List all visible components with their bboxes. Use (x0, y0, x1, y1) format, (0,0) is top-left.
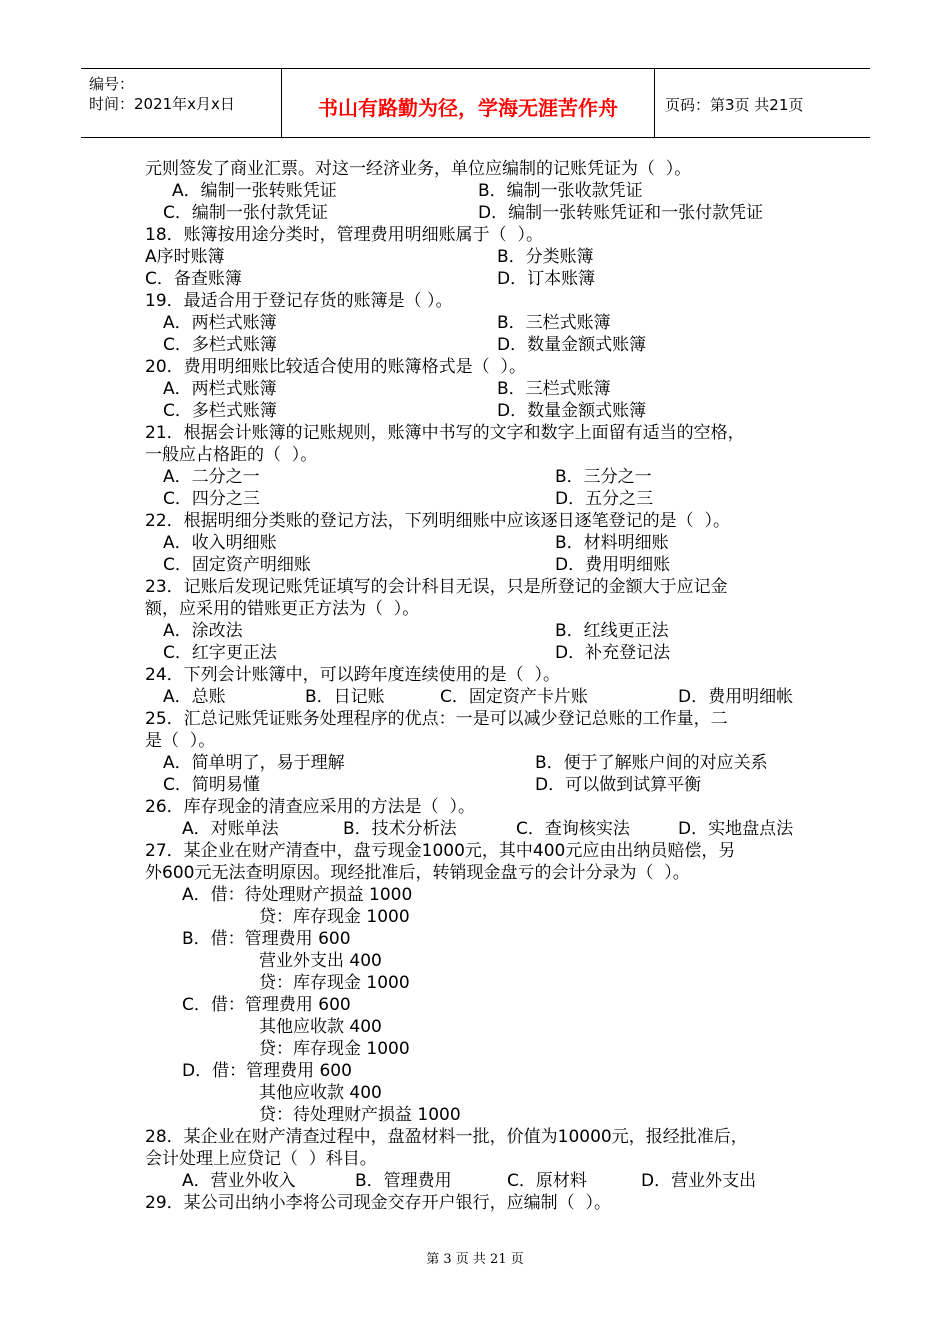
option-a: A．二分之一 (163, 467, 260, 487)
entry-line: 其他应收款 400 (259, 1017, 382, 1037)
option-b: B．三栏式账簿 (497, 379, 611, 399)
option-d: D．编制一张转账凭证和一张付款凭证 (478, 203, 764, 223)
text-line: 外600元无法查明原因。现经批准后，转销现金盘亏的会计分录为（ ）。 (145, 863, 690, 883)
option-b: B．三分之一 (555, 467, 652, 487)
entry-line: 贷：库存现金 1000 (259, 973, 410, 993)
page-info: 页码：第3页 共21页 (665, 96, 804, 114)
text-line: 元则签发了商业汇票。对这一经济业务，单位应编制的记账凭证为（ ）。 (145, 159, 692, 179)
question-28: 28．某企业在财产清查过程中，盘盈材料一批，价值为10000元，报经批准后， (145, 1127, 748, 1147)
option-b: B．材料明细账 (555, 533, 669, 553)
question-18: 18．账簿按用途分类时，管理费用明细账属于（ ）。 (145, 225, 543, 245)
option-d: D．费用明细账 (555, 555, 671, 575)
option-c: C．固定资产明细账 (163, 555, 311, 575)
option-c: C．查询核实法 (516, 819, 630, 839)
option-c: C．固定资产卡片账 (440, 687, 588, 707)
option-c: C．红字更正法 (163, 643, 277, 663)
option-d: D．五分之三 (555, 489, 654, 509)
option-a: A．收入明细账 (163, 533, 277, 553)
entry-line: 贷：库存现金 1000 (259, 907, 410, 927)
option-d: D．可以做到试算平衡 (535, 775, 702, 795)
option-b: B．红线更正法 (555, 621, 669, 641)
date-label: 时间：2021年x月x日 (89, 95, 235, 113)
header-page-cell (655, 69, 870, 137)
header-motto-cell (282, 69, 655, 137)
option-c: C．简明易懂 (163, 775, 260, 795)
page-footer: 第 3 页 共 21 页 (426, 1252, 524, 1267)
option-a: A序时账簿 (145, 247, 225, 267)
option-b: B．编制一张收款凭证 (478, 181, 643, 201)
option-c: C．四分之三 (163, 489, 260, 509)
option-c: C．备查账簿 (145, 269, 242, 289)
option-c: C．原材料 (507, 1171, 587, 1191)
question-21: 21．根据会计账簿的记账规则，账簿中书写的文字和数字上面留有适当的空格， (145, 423, 745, 443)
option-a: A．营业外收入 (182, 1171, 296, 1191)
header-info-cell (81, 69, 282, 137)
entry-line: 营业外支出 400 (259, 951, 382, 971)
serial-label: 编号： (89, 75, 135, 93)
header-table (81, 68, 870, 138)
option-d: D．借：管理费用 600 (182, 1061, 352, 1081)
option-b: B．三栏式账簿 (497, 313, 611, 333)
option-b: B．分类账簿 (497, 247, 594, 267)
option-d: D．订本账簿 (497, 269, 596, 289)
question-20: 20．费用明细账比较适合使用的账簿格式是（ ）。 (145, 357, 526, 377)
option-c: C．多栏式账簿 (163, 335, 277, 355)
text-line: 额，应采用的错账更正方法为（ ）。 (145, 599, 420, 619)
option-a: A．借：待处理财产损益 1000 (182, 885, 413, 905)
question-27: 27．某企业在财产清查中，盘亏现金1000元，其中400元应由出纳员赔偿，另 (145, 841, 736, 861)
motto: 书山有路勤为径，学海无涯苦作舟 (318, 96, 618, 120)
option-d: D．实地盘点法 (678, 819, 794, 839)
option-a: A．两栏式账簿 (163, 313, 277, 333)
option-a: A．涂改法 (163, 621, 243, 641)
question-19: 19．最适合用于登记存货的账簿是（ ）。 (145, 291, 453, 311)
entry-line: 贷：库存现金 1000 (259, 1039, 410, 1059)
text-line: 会计处理上应贷记（ ）科目。 (145, 1149, 377, 1169)
option-d: D．补充登记法 (555, 643, 671, 663)
question-29: 29．某公司出纳小李将公司现金交存开户银行，应编制（ ）。 (145, 1193, 611, 1213)
question-22: 22．根据明细分类账的登记方法，下列明细账中应该逐日逐笔登记的是（ ）。 (145, 511, 730, 531)
option-c: C．编制一张付款凭证 (163, 203, 328, 223)
option-d: D．数量金额式账簿 (497, 401, 647, 421)
option-a: A．对账单法 (182, 819, 279, 839)
option-a: A．总账 (163, 687, 226, 707)
option-d: D．营业外支出 (641, 1171, 757, 1191)
entry-line: 贷：待处理财产损益 1000 (259, 1105, 461, 1125)
question-24: 24．下列会计账簿中，可以跨年度连续使用的是（ ）。 (145, 665, 560, 685)
option-d: D．数量金额式账簿 (497, 335, 647, 355)
entry-line: 其他应收款 400 (259, 1083, 382, 1103)
question-23: 23．记账后发现记账凭证填写的会计科目无误，只是所登记的金额大于应记金 (145, 577, 728, 597)
text-line: 一般应占格距的（ ）。 (145, 445, 318, 465)
option-b: B．日记账 (305, 687, 385, 707)
option-b: B．管理费用 (355, 1171, 452, 1191)
option-b: B．借：管理费用 600 (182, 929, 351, 949)
question-25: 25．汇总记账凭证账务处理程序的优点：一是可以减少登记总账的工作量，二 (145, 709, 728, 729)
option-c: C．多栏式账簿 (163, 401, 277, 421)
option-c: C．借：管理费用 600 (182, 995, 351, 1015)
question-26: 26．库存现金的清查应采用的方法是（ ）。 (145, 797, 475, 817)
option-b: B．技术分析法 (343, 819, 457, 839)
option-b: B．便于了解账户间的对应关系 (535, 753, 768, 773)
text-line: 是（ ）。 (145, 731, 216, 751)
option-d: D．费用明细帐 (678, 687, 794, 707)
option-a: A．两栏式账簿 (163, 379, 277, 399)
option-a: A．编制一张转账凭证 (172, 181, 337, 201)
option-a: A．简单明了，易于理解 (163, 753, 345, 773)
